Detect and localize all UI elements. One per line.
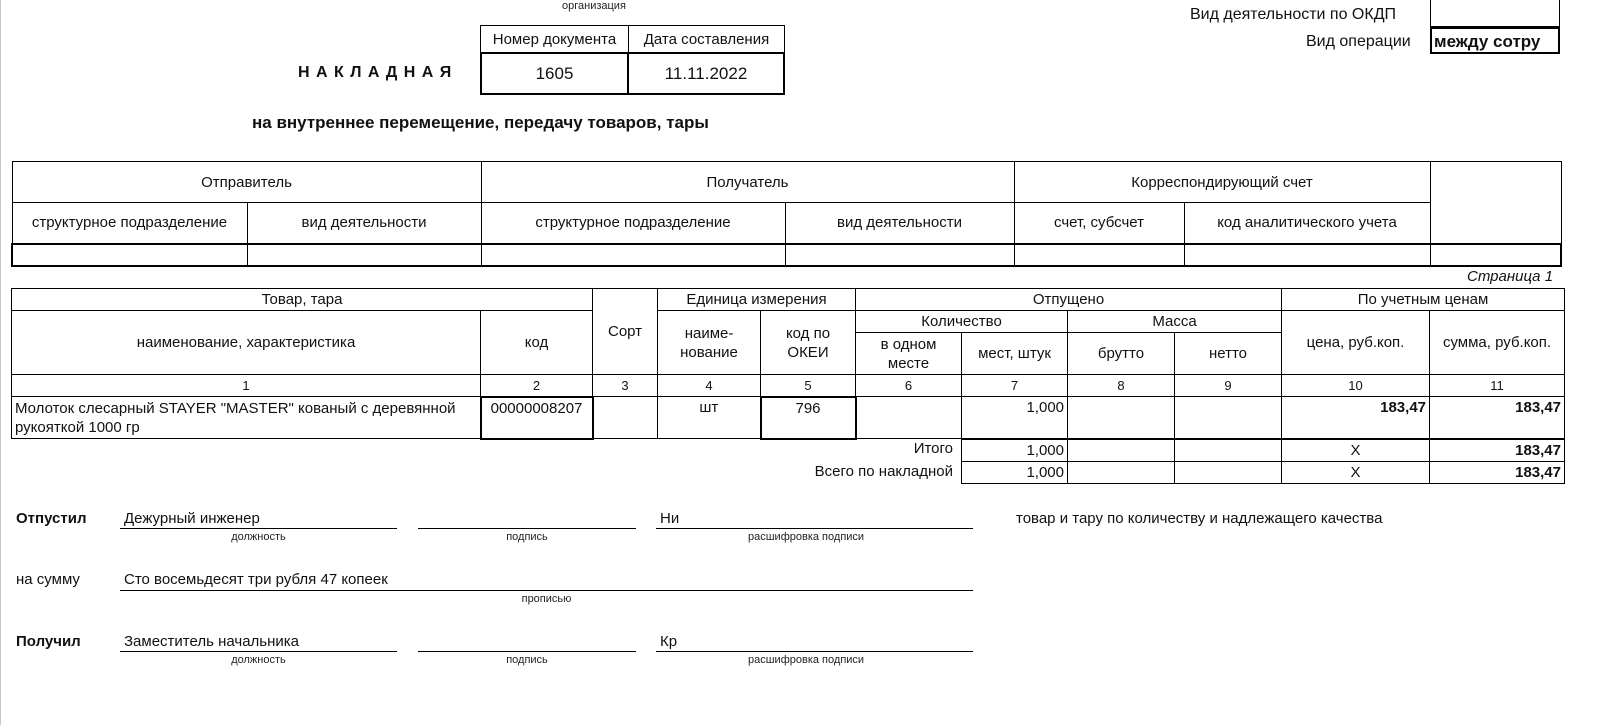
received-signature-caption: подпись xyxy=(506,654,548,666)
total-net xyxy=(1175,440,1282,462)
grand-gross xyxy=(1068,462,1175,484)
totals-table xyxy=(961,439,1565,484)
total-sum: 183,47 xyxy=(1430,440,1565,462)
document-subtitle: на внутреннее перемещение, передачу товаров, тары xyxy=(252,113,709,132)
grand-total-row xyxy=(962,462,1565,484)
unit-name-header: наиме- нование xyxy=(658,311,761,375)
col-num-2: 2 xyxy=(481,375,593,397)
released-name-line xyxy=(656,528,973,529)
sum-header: сумма, руб.коп. xyxy=(1430,311,1565,375)
net-header: нетто xyxy=(1175,333,1282,375)
received-name-line xyxy=(656,651,973,652)
okdp-label: Вид деятельности по ОКДП xyxy=(1190,6,1397,23)
received-name: Кр xyxy=(660,633,678,650)
operation-box xyxy=(1430,27,1560,54)
total-row xyxy=(962,440,1565,462)
grand-net xyxy=(1175,462,1282,484)
gross-header: брутто xyxy=(1068,333,1175,375)
item-okei: 796 xyxy=(761,397,856,439)
column-numbers-row xyxy=(12,375,1565,397)
parties-extra-value xyxy=(1430,244,1561,266)
parties-table xyxy=(11,161,1562,267)
doc-number-header: Номер документа xyxy=(480,25,629,53)
received-decode-caption: расшифровка подписи xyxy=(748,654,865,666)
name-header: наименование, характеристика xyxy=(12,311,481,375)
received-position-line xyxy=(120,651,397,652)
item-unit: шт xyxy=(658,397,761,439)
account-sub-header: счет, субсчет xyxy=(1014,203,1184,244)
doc-info-table xyxy=(480,25,785,95)
item-grade xyxy=(593,397,658,439)
operation-value: между сотру xyxy=(1434,32,1541,51)
goods-header: Товар, тара xyxy=(12,289,593,311)
sender-activity-header: вид деятельности xyxy=(247,203,481,244)
sum-words-caption: прописью xyxy=(521,593,572,605)
released-decode-caption: расшифровка подписи xyxy=(748,531,865,543)
received-position-caption: должность xyxy=(231,654,286,666)
col-num-9: 9 xyxy=(1175,375,1282,397)
corr-account-header: Корреспондирующий счет xyxy=(1014,162,1430,203)
page-left-edge xyxy=(0,0,1,725)
table-row xyxy=(12,397,1565,439)
sender-header: Отправитель xyxy=(12,162,481,203)
org-caption: организация xyxy=(562,0,626,12)
released-position: Дежурный инженер xyxy=(124,510,260,527)
grand-places: 1,000 xyxy=(962,462,1068,484)
col-num-6: 6 xyxy=(856,375,962,397)
doc-date-value: 11.11.2022 xyxy=(627,52,785,95)
col-num-3: 3 xyxy=(593,375,658,397)
total-label: Итого xyxy=(913,440,953,457)
received-signature-line xyxy=(418,651,636,652)
prices-header: По учетным ценам xyxy=(1282,289,1565,311)
okdp-code-box xyxy=(1430,0,1560,27)
operation-label: Вид операции xyxy=(1306,33,1411,50)
released-position-line xyxy=(120,528,397,529)
doc-number-value: 1605 xyxy=(480,52,629,95)
grade-header: Сорт xyxy=(593,289,658,375)
released-header: Отпущено xyxy=(856,289,1282,311)
price-header: цена, руб.коп. xyxy=(1282,311,1430,375)
item-sum: 183,47 xyxy=(1430,397,1565,439)
doc-date-header: Дата составления xyxy=(628,25,785,53)
per-place-header: в одном месте xyxy=(856,333,962,375)
okei-header: код по ОКЕИ xyxy=(761,311,856,375)
sum-label: на сумму xyxy=(16,571,80,588)
item-price: 183,47 xyxy=(1282,397,1430,439)
account-sub-value xyxy=(1014,244,1184,266)
goods-quality-note: товар и тару по количеству и надлежащего качества xyxy=(1016,510,1383,527)
receiver-activity-header: вид деятельности xyxy=(785,203,1014,244)
mass-header: Масса xyxy=(1068,311,1282,333)
col-num-11: 11 xyxy=(1430,375,1565,397)
grand-sum: 183,47 xyxy=(1430,462,1565,484)
sum-words-line xyxy=(120,590,973,591)
col-num-4: 4 xyxy=(658,375,761,397)
item-per-place xyxy=(856,397,962,439)
released-label: Отпустил xyxy=(16,510,87,527)
item-code: 00000008207 xyxy=(481,397,593,439)
sender-unit-header: структурное подразделение xyxy=(12,203,247,244)
page-number: Страница 1 xyxy=(1467,268,1554,285)
item-name: Молоток слесарный STAYER "MASTER" кованый с деревянной рукояткой 1000 гр xyxy=(12,397,481,439)
released-name: Ни xyxy=(660,510,680,527)
sender-unit-value xyxy=(12,244,247,266)
sender-activity-value xyxy=(247,244,481,266)
receiver-unit-value xyxy=(481,244,785,266)
goods-table xyxy=(11,288,1565,440)
total-gross xyxy=(1068,440,1175,462)
code-header: код xyxy=(481,311,593,375)
item-places: 1,000 xyxy=(962,397,1068,439)
receiver-activity-value xyxy=(785,244,1014,266)
col-num-5: 5 xyxy=(761,375,856,397)
receiver-header: Получатель xyxy=(481,162,1014,203)
quantity-header: Количество xyxy=(856,311,1068,333)
total-places: 1,000 xyxy=(962,440,1068,462)
analytic-code-value xyxy=(1184,244,1430,266)
item-net xyxy=(1175,397,1282,439)
col-num-8: 8 xyxy=(1068,375,1175,397)
released-signature-caption: подпись xyxy=(506,531,548,543)
total-price-x: X xyxy=(1282,440,1430,462)
parties-extra-header xyxy=(1430,162,1561,244)
grand-total-label: Всего по накладной xyxy=(814,463,953,480)
unit-header: Единица измерения xyxy=(658,289,856,311)
released-position-caption: должность xyxy=(231,531,286,543)
receiver-unit-header: структурное подразделение xyxy=(481,203,785,244)
col-num-1: 1 xyxy=(12,375,481,397)
received-label: Получил xyxy=(16,633,81,650)
col-num-10: 10 xyxy=(1282,375,1430,397)
analytic-code-header: код аналитического учета xyxy=(1184,203,1430,244)
places-header: мест, штук xyxy=(962,333,1068,375)
item-gross xyxy=(1068,397,1175,439)
released-signature-line xyxy=(418,528,636,529)
col-num-7: 7 xyxy=(962,375,1068,397)
grand-price-x: X xyxy=(1282,462,1430,484)
document-title: Н А К Л А Д Н А Я xyxy=(298,64,453,81)
sum-in-words: Сто восемьдесят три рубля 47 копеек xyxy=(124,571,388,588)
received-position: Заместитель начальника xyxy=(124,633,300,650)
